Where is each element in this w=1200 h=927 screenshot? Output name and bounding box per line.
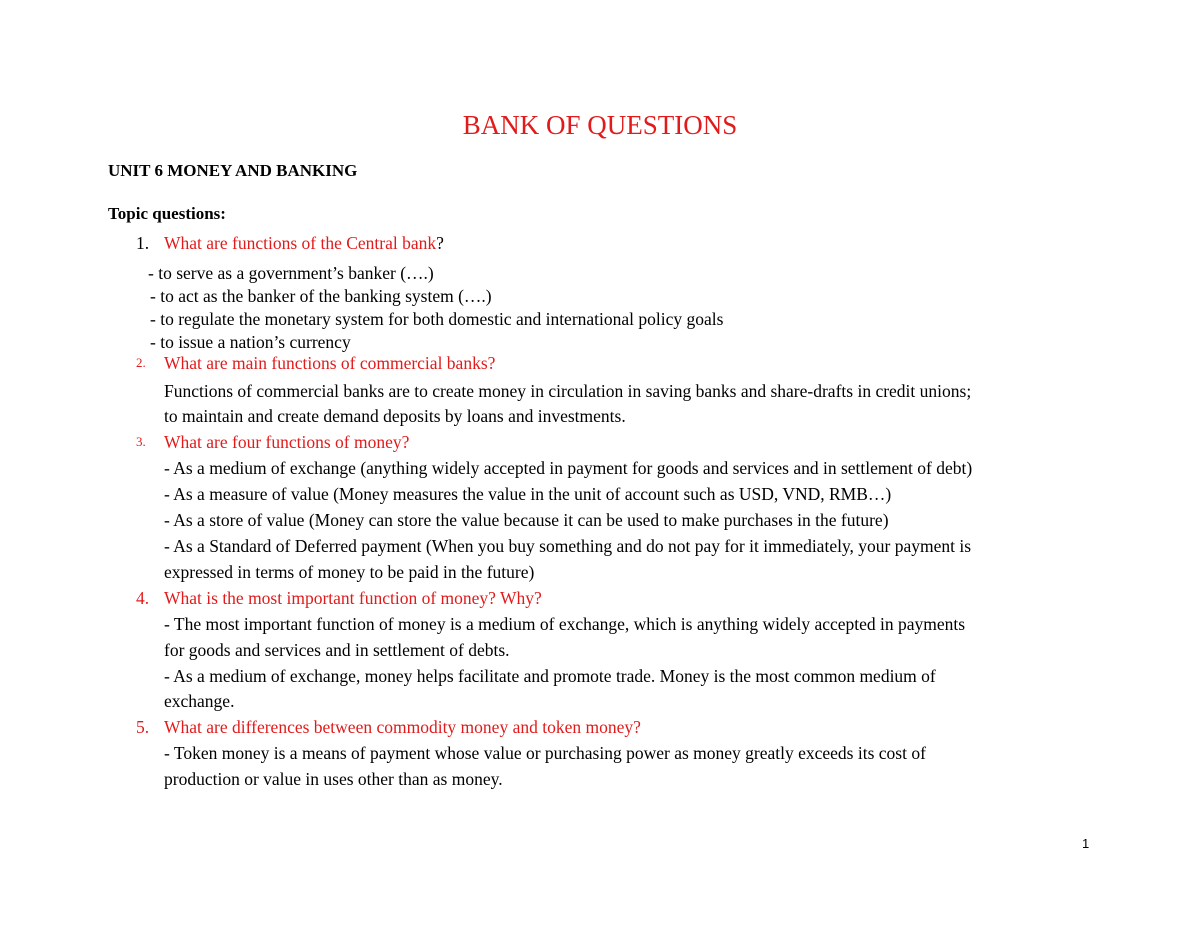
answer-line: - to issue a nation’s currency — [150, 332, 351, 352]
question-suffix: ? — [436, 233, 444, 253]
answer-line: for goods and services and in settlement of debts. — [164, 640, 510, 660]
answer-line: - to act as the banker of the banking system (….) — [150, 286, 492, 306]
answer-line: - As a measure of value (Money measures the value in the unit of account such as USD, VND, RMB…) — [164, 484, 892, 504]
question-number: 2. — [136, 355, 146, 370]
document-title: BANK OF QUESTIONS — [462, 110, 738, 140]
question-2: What are main functions of commercial banks? — [164, 353, 496, 373]
answer-line: - As a store of value (Money can store the value because it can be used to make purchases in the future) — [164, 510, 889, 530]
question-1 — [164, 232, 444, 254]
answer-line: to maintain and create demand deposits by loans and investments. — [164, 406, 626, 426]
answer-line: production or value in uses other than as money. — [164, 769, 503, 789]
answer-line: Functions of commercial banks are to create money in circulation in saving banks and share-drafts in credit unions; — [164, 381, 972, 401]
topic-heading: Topic questions: — [108, 204, 226, 223]
answer-line: exchange. — [164, 691, 235, 711]
question-number: 5. — [136, 717, 150, 737]
question-number: 3. — [136, 434, 146, 449]
page-number: 1 — [1082, 836, 1090, 851]
answer-line: - As a Standard of Deferred payment (When you buy something and do not pay for it immediately, your payment is — [164, 536, 972, 556]
answer-line: - As a medium of exchange (anything widely accepted in payment for goods and services and in settlement of debt) — [164, 458, 973, 478]
question-5: What are differences between commodity money and token money? — [164, 717, 641, 737]
question-4: What is the most important function of money? Why? — [164, 588, 542, 608]
answer-line: - The most important function of money is a medium of exchange, which is anything widely accepted in payments — [164, 614, 966, 634]
unit-heading: UNIT 6 MONEY AND BANKING — [108, 161, 358, 180]
answer-line: - to regulate the monetary system for both domestic and international policy goals — [150, 309, 724, 329]
question-number: 1. — [136, 233, 150, 253]
question-number: 4. — [136, 588, 150, 608]
answer-line: - to serve as a government’s banker (….) — [148, 263, 434, 283]
answer-line: expressed in terms of money to be paid in the future) — [164, 562, 535, 582]
question-3: What are four functions of money? — [164, 432, 410, 452]
answer-line: - As a medium of exchange, money helps facilitate and promote trade. Money is the most common medium of — [164, 666, 936, 686]
question-text: What are functions of the Central bank — [164, 233, 437, 253]
answer-line: - Token money is a means of payment whose value or purchasing power as money greatly exceeds its cost of — [164, 743, 926, 763]
